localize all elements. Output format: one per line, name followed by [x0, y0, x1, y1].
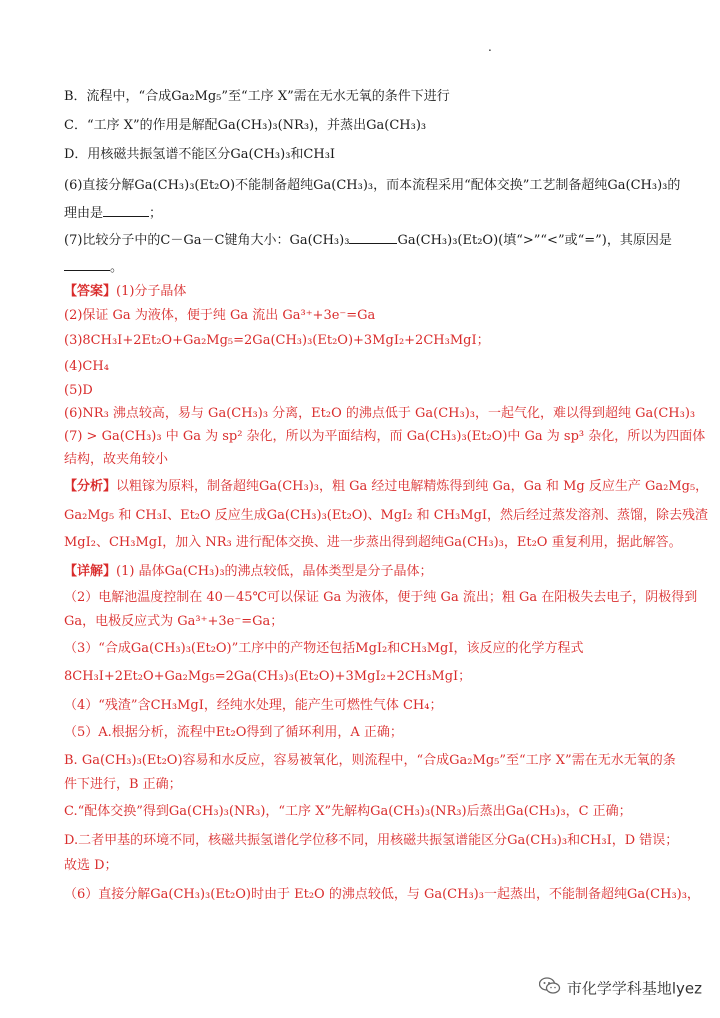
q6-prefix: 理由是: [64, 206, 104, 221]
answer-7-cont: 结构，故夹角较小: [64, 452, 169, 467]
detail-3: （3）“合成Ga(CH₃)₃(Et₂O)”工序中的产物还包括MgI₂和CH₃MgI，该反应的化学方程式: [64, 641, 584, 656]
answer-6: (6)NR₃ 沸点较高，易与 Ga(CH₃)₃ 分离，Et₂O 的沸点低于 Ga(CH₃)₃，一起气化，难以得到超纯 Ga(CH₃)₃: [64, 406, 696, 421]
question-7: [64, 229, 672, 250]
answer-1: 【答案】(1)分子晶体: [64, 284, 187, 299]
q7-suffix: 。: [110, 260, 124, 275]
answer-blank: [103, 202, 149, 217]
answer-4: (4)CH₄: [64, 359, 109, 374]
watermark: [539, 976, 702, 1000]
header-mark: .: [488, 40, 492, 54]
detail-6: （6）直接分解Ga(CH₃)₃(Et₂O)时由于 Et₂O 的沸点较低，与 Ga(CH₃)₃一起蒸出，不能制备超纯Ga(CH₃)₃，: [64, 887, 700, 902]
answer-blank: [64, 256, 110, 271]
q7-prefix: (7)比较分子中的C－Ga－C键角大小：Ga(CH₃)₃: [64, 233, 350, 248]
analysis-line-3: MgI₂、CH₃MgI，加入 NR₃ 进行配体交换、进一步蒸出得到超纯Ga(CH₃)₃，Et₂O 重复利用，据此解答。: [64, 535, 682, 550]
question-6: (6)直接分解Ga(CH₃)₃(Et₂O)不能制备超纯Ga(CH₃)₃，而本流程采用“配体交换”工艺制备超纯Ga(CH₃)₃的: [64, 178, 681, 193]
q6-suffix: ；: [149, 206, 163, 221]
detail-1: 【详解】(1) 晶体Ga(CH₃)₃的沸点较低，晶体类型是分子晶体；: [64, 564, 433, 579]
detail-5-conclusion: 故选 D；: [64, 858, 118, 873]
answer-blank: [349, 229, 397, 244]
detail-4: （4）“残渣”含CH₃MgI，经纯水处理，能产生可燃性气体 CH₄；: [64, 698, 443, 713]
q7-middle: Ga(CH₃)₃(Et₂O)(填“>”“<”或“=”)，其原因是: [397, 233, 672, 248]
answer-2: (2)保证 Ga 为液体，便于纯 Ga 流出 Ga³⁺+3e⁻=Ga: [64, 308, 376, 323]
option-b: B．流程中，“合成Ga₂Mg₅”至“工序 X”需在无水无氧的条件下进行: [64, 89, 450, 104]
detail-3-equation: 8CH₃I+2Et₂O+Ga₂Mg₅=2Ga(CH₃)₃(Et₂O)+3MgI₂+2CH₃MgI；: [64, 669, 472, 684]
answer-5: (5)D: [64, 383, 93, 398]
detail-5d: D.二者甲基的环境不同，核磁共振氢谱化学位移不同，用核磁共振氢谱能区分Ga(CH₃)₃和CH₃I，D 错误；: [64, 833, 679, 848]
analysis-line-2: Ga₂Mg₅ 和 CH₃I、Et₂O 反应生成Ga(CH₃)₃(Et₂O)、MgI₂ 和 CH₃MgI，然后经过蒸发溶剂、蒸馏，除去残渣: [64, 508, 709, 523]
question-7-tail: [64, 256, 123, 277]
analysis-line-1: 【分析】以粗镓为原料，制备超纯Ga(CH₃)₃，粗 Ga 经过电解精炼得到纯 Ga，Ga 和 Mg 反应生产 Ga₂Mg₅，: [64, 479, 709, 494]
detail-5b: B. Ga(CH₃)₃(Et₂O)容易和水反应，容易被氧化，则流程中，“合成Ga₂Mg₅”至“工序 X”需在无水无氧的条: [64, 753, 676, 768]
answer-tag: 【答案】: [64, 284, 117, 299]
detail-tag: 【详解】: [64, 564, 117, 579]
detail-2: （2）电解池温度控制在 40－45℃可以保证 Ga 为液体，便于纯 Ga 流出；粗 Ga 在阳极失去电子，阴极得到: [64, 590, 698, 605]
answer-7: (7) > Ga(CH₃)₃ 中 Ga 为 sp² 杂化，所以为平面结构，而 Ga(CH₃)₃(Et₂O)中 Ga 为 sp³ 杂化，所以为四面体: [64, 429, 706, 444]
question-6-tail: [64, 202, 162, 223]
watermark-text: 市化学学科基地lyez: [566, 979, 702, 998]
option-d: D．用核磁共振氢谱不能区分Ga(CH₃)₃和CH₃I: [64, 147, 336, 162]
detail-2-cont: Ga，电极反应式为 Ga³⁺+3e⁻=Ga；: [64, 614, 284, 629]
analysis-tag: 【分析】: [64, 479, 117, 494]
answer-3: (3)8CH₃I+2Et₂O+Ga₂Mg₅=2Ga(CH₃)₃(Et₂O)+3MgI₂+2CH₃MgI；: [64, 333, 490, 348]
detail-5a: （5）A.根据分析，流程中Et₂O得到了循环利用，A 正确；: [64, 725, 403, 740]
detail-5c: C.“配体交换”得到Ga(CH₃)₃(NR₃)，“工序 X”先解构Ga(CH₃)₃(NR₃)后蒸出Ga(CH₃)₃，C 正确；: [64, 804, 632, 819]
option-c: C．“工序 X”的作用是解配Ga(CH₃)₃(NR₃)，并蒸出Ga(CH₃)₃: [64, 118, 427, 133]
wechat-icon: [539, 976, 561, 1000]
detail-5b-cont: 件下进行，B 正确；: [64, 777, 182, 792]
